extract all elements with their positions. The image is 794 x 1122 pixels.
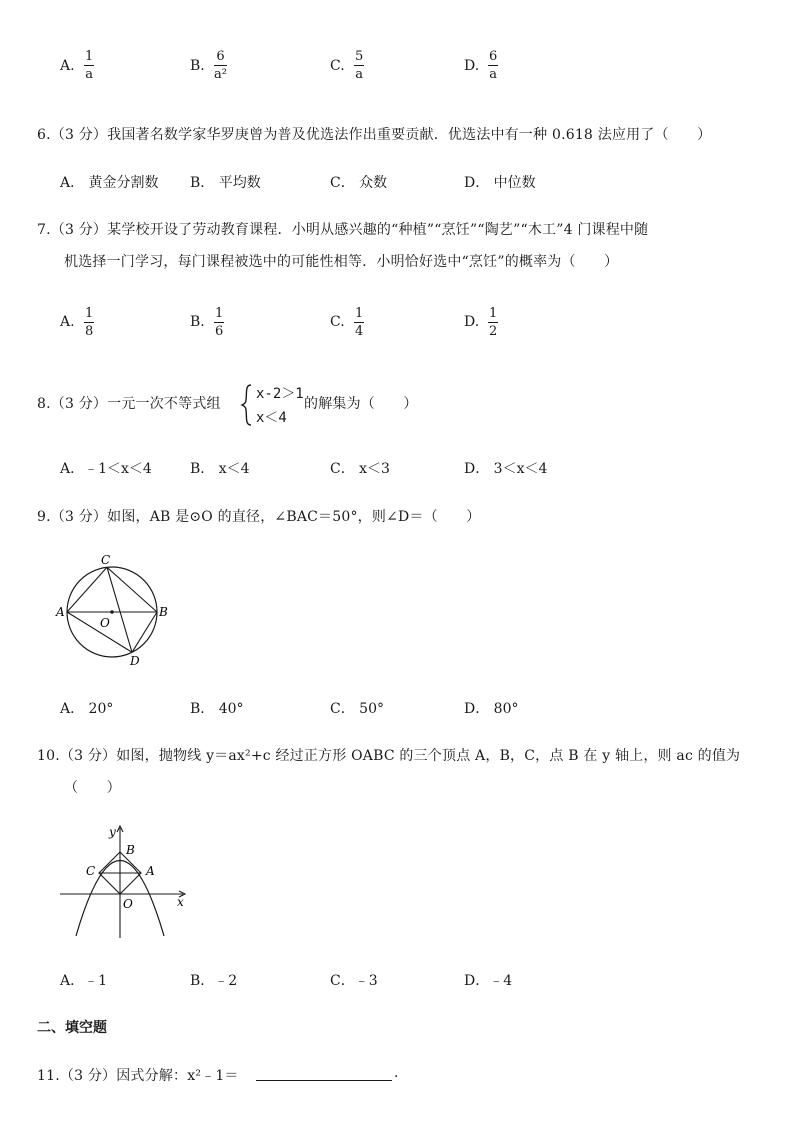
q9-option-b: B． 40° xyxy=(190,701,244,717)
q7-option-c-letter: C. xyxy=(330,314,345,330)
label-y: y xyxy=(109,825,116,839)
q7-option-c-fraction: 1 4 xyxy=(355,306,364,339)
q5-option-c-fraction: 5 a xyxy=(355,49,364,82)
q6-stem: 6.（3 分）我国著名数学家华罗庚曾为普及优选法作出重要贡献．优选法中有一种 0.618 法应用了（ ） xyxy=(37,127,712,143)
q11-stem: 11.（3 分）因式分解：x²﹣1＝ xyxy=(37,1068,239,1084)
label-a: A xyxy=(56,605,65,619)
chord-bc xyxy=(107,567,157,612)
label-d: D xyxy=(130,654,140,667)
q7-stem-line2: 机选择一门学习，每门课程被选中的可能性相等．小明恰好选中“烹饪”的概率为（ ） xyxy=(64,254,619,270)
label-o: O xyxy=(123,897,133,911)
q7-option-b-fraction: 1 6 xyxy=(215,306,224,339)
q5-option-a-fraction: 1 a xyxy=(85,49,94,82)
q10-parabola-figure xyxy=(55,822,195,944)
q8-option-c: C． x＜3 xyxy=(330,461,390,477)
q11-answer-blank[interactable] xyxy=(256,1080,392,1081)
q8-option-b: B． x＜4 xyxy=(190,461,250,477)
q5-option-a-letter: A. xyxy=(60,58,75,74)
q10-option-b: B．﹣2 xyxy=(190,973,238,989)
center-point xyxy=(110,610,114,614)
q7-stem-line1: 7.（3 分）某学校开设了劳动教育课程．小明从感兴趣的“种植”“烹饪”“陶艺”“木工”4 门课程中随 xyxy=(37,222,649,238)
label-a: A xyxy=(146,864,155,878)
q8-stem-prefix: 8.（3 分）一元一次不等式组 xyxy=(37,396,221,412)
q8-option-d: D． 3＜x＜4 xyxy=(464,461,548,477)
q5-option-b-letter: B. xyxy=(190,58,205,74)
q10-option-c: C．﹣3 xyxy=(330,973,378,989)
q7-option-d-fraction: 1 2 xyxy=(489,306,498,339)
q8-stem-suffix: 的解集为（ ） xyxy=(304,396,418,412)
q8-inequality-2: x＜4 xyxy=(256,410,287,426)
q5-option-b-fraction: 6 a² xyxy=(214,49,227,82)
q9-option-a: A． 20° xyxy=(60,701,114,717)
label-b: B xyxy=(126,843,135,857)
q6-option-b: B． 平均数 xyxy=(190,175,261,191)
q8-inequality-1: x-2＞1 xyxy=(256,386,304,402)
q10-option-a: A．﹣1 xyxy=(60,973,108,989)
q10-stem-line2: （ ） xyxy=(64,780,121,796)
label-b: B xyxy=(159,605,168,619)
label-c: C xyxy=(101,553,111,567)
q8-option-a: A．﹣1＜x＜4 xyxy=(60,461,152,477)
q9-option-d: D． 80° xyxy=(464,701,519,717)
q9-stem: 9.（3 分）如图，AB 是⊙O 的直径，∠BAC＝50°，则∠D＝（ ） xyxy=(37,509,481,525)
q5-option-d-fraction: 6 a xyxy=(489,49,498,82)
q5-option-d-letter: D. xyxy=(464,58,480,74)
label-o: O xyxy=(100,616,110,630)
q6-option-c: C． 众数 xyxy=(330,175,388,191)
q7-option-b-letter: B. xyxy=(190,314,205,330)
q8-brace xyxy=(240,383,254,427)
label-x: x xyxy=(177,895,184,909)
q11-end-period: . xyxy=(394,1065,399,1081)
label-c: C xyxy=(86,864,96,878)
q9-circle-figure xyxy=(50,552,170,667)
q10-stem-line1: 10.（3 分）如图，抛物线 y＝ax²+c 经过正方形 OABC 的三个顶点 A，B，C，点 B 在 y 轴上，则 ac 的值为 xyxy=(37,748,741,764)
q10-option-d: D．﹣4 xyxy=(464,973,513,989)
q5-option-c-letter: C. xyxy=(330,58,345,74)
q6-option-d: D． 中位数 xyxy=(464,175,536,191)
chord-bd xyxy=(132,612,157,652)
q6-option-a: A． 黄金分割数 xyxy=(60,175,159,191)
section-title-fill-in: 二、填空题 xyxy=(37,1020,107,1036)
q7-option-a-fraction: 1 8 xyxy=(85,306,94,339)
q7-option-d-letter: D. xyxy=(464,314,480,330)
q9-option-c: C． 50° xyxy=(330,701,384,717)
q7-option-a-letter: A. xyxy=(60,314,75,330)
